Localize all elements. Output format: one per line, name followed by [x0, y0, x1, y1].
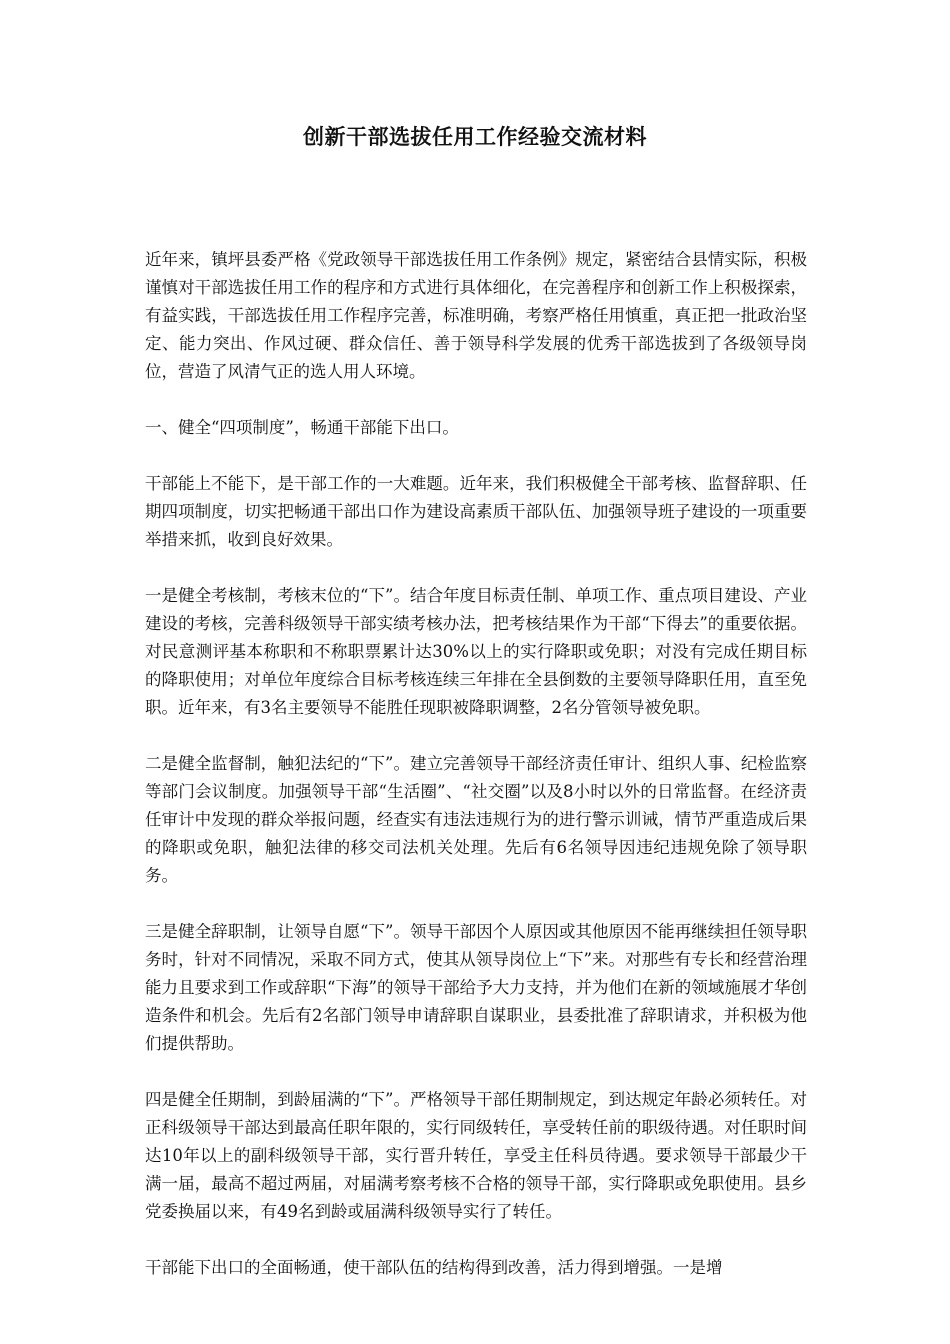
- paragraph-assessment-system: 一是健全考核制，考核末位的“下”。结合年度目标责任制、单项工作、重点项目建设、产业建设的考核，完善科级领导干部实绩考核办法，把考核结果作为干部“下得去”的重要依据。对民意测评基本称职和不称职票累计达30%以上的实行降职或免职；对没有完成任期目标的降职使用；对单位年度综合目标考核连续三年排在全县倒数的主要领导降职任用，直至免职。近年来，有3名主要领导不能胜任现职被降职调整，2名分管领导被免职。: [145, 586, 807, 717]
- document-body: [145, 246, 807, 1282]
- paragraph-term-system: 四是健全任期制，到龄届满的“下”。严格领导干部任期制规定，到达规定年龄必须转任。对正科级领导干部达到最高任职年限的，实行同级转任，享受转任前的职级待遇。对任职时间达10年以上的副科级领导干部，实行晋升转任，享受主任科员待遇。要求领导干部最少干满一届，最高不超过两届，对届满考察考核不合格的领导干部，实行降职或免职使用。县乡党委换届以来，有49名到龄或届满科级领导实行了转任。: [145, 1090, 807, 1221]
- document-title: 创新干部选拔任用工作经验交流材料: [303, 124, 647, 149]
- paragraph-intro: 近年来，镇坪县委严格《党政领导干部选拔任用工作条例》规定，紧密结合县情实际，积极谨慎对干部选拔任用工作的程序和方式进行具体细化，在完善程序和创新工作上积极探索，有益实践，干部选拔任用工作程序完善，标准明确，考察严格任用慎重，真正把一批政治坚定、能力突出、作风过硬、群众信任、善于领导科学发展的优秀干部选拔到了各级领导岗位，营造了风清气正的选人用人环境。: [145, 250, 807, 381]
- paragraph-summary: 干部能下出口的全面畅通，使干部队伍的结构得到改善，活力得到增强。一是增: [145, 1258, 723, 1277]
- section-heading-1: 一、健全“四项制度”，畅通干部能下出口。: [145, 418, 459, 437]
- paragraph-supervision-system: 二是健全监督制，触犯法纪的“下”。建立完善领导干部经济责任审计、组织人事、纪检监察等部门会议制度。加强领导干部“生活圈”、“社交圈”以及8小时以外的日常监督。在经济责任审计中发现的群众举报问题，经查实有违法违规行为的进行警示训诫，情节严重造成后果的降职或免职，触犯法律的移交司法机关处理。先后有6名领导因违纪违规免除了领导职务。: [145, 754, 807, 885]
- paragraph-resignation-system: 三是健全辞职制，让领导自愿“下”。领导干部因个人原因或其他原因不能再继续担任领导职务时，针对不同情况，采取不同方式，使其从领导岗位上“下”来。对那些有专长和经营治理能力且要求到工作或辞职“下海”的领导干部给予大力支持，并为他们在新的领域施展才华创造条件和机会。先后有2名部门领导申请辞职自谋职业，县委批准了辞职请求，并积极为他们提供帮助。: [145, 922, 807, 1053]
- paragraph-section-1-intro: 干部能上不能下，是干部工作的一大难题。近年来，我们积极健全干部考核、监督辞职、任期四项制度，切实把畅通干部出口作为建设高素质干部队伍、加强领导班子建设的一项重要举措来抓，收到良好效果。: [145, 474, 807, 549]
